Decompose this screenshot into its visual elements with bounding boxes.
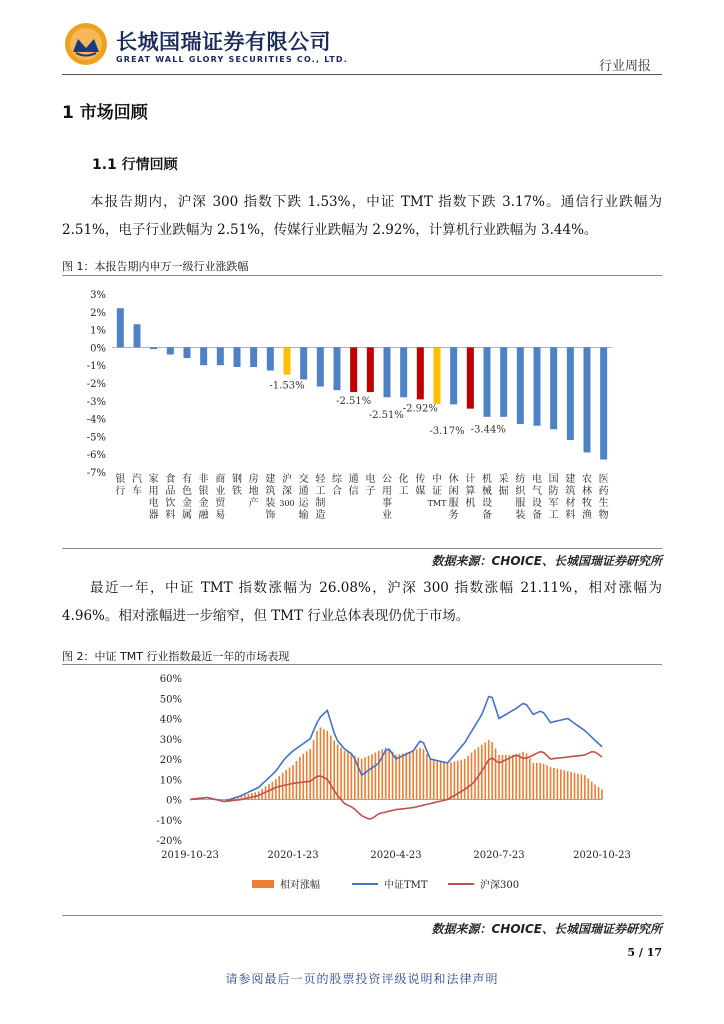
x-category-label: 国防军工 (548, 474, 559, 521)
y-tick-label: 50% (159, 694, 182, 706)
x-category-label: 建筑装饰 (265, 474, 276, 521)
industry-change-bar-chart (62, 280, 662, 545)
x-category-label: 化工 (398, 474, 409, 497)
relative-gain-bar (361, 759, 363, 800)
data-label: -2.92% (402, 403, 438, 415)
relative-gain-bar (278, 776, 280, 799)
relative-gain-bar (430, 759, 432, 800)
relative-gain-bar (464, 759, 466, 800)
relative-gain-bar (375, 753, 377, 800)
relative-gain-bar (598, 787, 600, 800)
bar-29 (600, 347, 607, 459)
relative-gain-bar (488, 740, 490, 800)
x-category-label: 中证 TMT (427, 474, 447, 508)
y-tick-label: -3% (86, 396, 106, 408)
bar-14 (350, 347, 357, 392)
y-tick-label: 3% (90, 290, 106, 301)
relative-gain-bar (337, 744, 339, 799)
y-tick-label: 40% (159, 714, 182, 726)
y-tick-label: 30% (159, 734, 182, 746)
relative-gain-bar (395, 755, 397, 800)
relative-gain-bar (591, 782, 593, 800)
y-tick-label: -20% (156, 836, 182, 847)
relative-gain-bar (450, 762, 452, 799)
x-category-label: 沪深 300 (279, 474, 295, 508)
relative-gain-bar (577, 774, 579, 800)
relative-gain-bar (519, 753, 521, 799)
relative-gain-bar (594, 785, 596, 800)
relative-gain-bar (478, 747, 480, 799)
relative-gain-bar (526, 753, 528, 799)
x-category-label: 纺织服装 (515, 474, 526, 521)
figure-1-title: 图 1：本报告期内申万一级行业涨跌幅 (62, 260, 249, 273)
bar-20 (450, 347, 457, 404)
relative-gain-bar (467, 756, 469, 800)
relative-gain-bar (412, 751, 414, 800)
relative-gain-bar (299, 757, 301, 800)
relative-gain-bar (550, 767, 552, 799)
x-category-label: 采掘 (498, 474, 509, 497)
y-tick-label: -7% (86, 468, 106, 479)
relative-gain-bar (581, 774, 583, 799)
bar-28 (584, 347, 591, 452)
x-tick-label: 2020-7-23 (473, 850, 525, 861)
x-category-label: 房地产 (248, 474, 259, 509)
company-name-cn: 长城国瑞证券有限公司 (116, 30, 331, 54)
y-tick-label: -10% (156, 815, 182, 827)
x-category-label: 综合 (332, 474, 342, 497)
bar-8 (250, 347, 257, 367)
relative-gain-bar (296, 761, 298, 799)
relative-gain-bar (515, 755, 517, 800)
relative-gain-bar (406, 753, 408, 800)
paragraph-annual-summary: 最近一年，中证 TMT 指数涨幅为 26.08%，沪深 300 指数涨幅 21.11%，相对涨幅为 4.96%。相对涨幅进一步缩窄，但 TMT 行业总体表现仍优于市场。 (62, 580, 662, 624)
bar-5 (200, 347, 207, 365)
relative-gain-bar (443, 762, 445, 799)
legend-label: 相对涨幅 (280, 880, 320, 891)
bar-17 (400, 347, 407, 397)
bar-18 (417, 347, 424, 399)
bar-2 (150, 347, 157, 349)
relative-gain-bar (557, 769, 559, 800)
relative-gain-bar (419, 748, 421, 800)
relative-gain-bar (574, 773, 576, 800)
x-category-label: 休闲服务 (448, 474, 459, 521)
x-category-label: 计算机 (465, 474, 476, 509)
tmt-index-line-chart (62, 668, 662, 900)
relative-gain-bar (539, 763, 541, 799)
relative-gain-bar (368, 756, 370, 800)
relative-gain-bar (536, 763, 538, 799)
relative-gain-bar (440, 761, 442, 799)
relative-gain-bar (275, 779, 277, 799)
y-tick-label: -6% (86, 450, 106, 462)
subsection-heading-market-trend: 1.1 行情回顾 (92, 157, 178, 173)
relative-gain-bar (309, 749, 311, 800)
y-tick-label: 10% (159, 775, 182, 787)
relative-gain-bar (327, 731, 329, 800)
bar-0 (117, 308, 124, 347)
bar-7 (234, 347, 241, 367)
relative-gain-bar (423, 749, 425, 799)
data-label: -2.51% (368, 410, 404, 422)
bar-24 (517, 347, 524, 424)
x-tick-label: 2019-10-23 (161, 850, 219, 861)
relative-gain-bar (306, 751, 308, 799)
relative-gain-bar (351, 754, 353, 799)
relative-gain-bar (546, 765, 548, 799)
x-category-label: 有色金属 (182, 474, 192, 521)
relative-gain-bar (601, 789, 603, 799)
relative-gain-bar (409, 752, 411, 800)
x-category-label: 传媒 (415, 474, 426, 497)
data-label: -3.17% (429, 425, 465, 437)
page-number: 5 / 17 (627, 946, 662, 959)
figure-2-bottom-rule (62, 915, 662, 916)
x-category-label: 食品饮料 (165, 474, 176, 521)
relative-gain-bar (323, 729, 325, 799)
y-tick-label: -4% (86, 414, 106, 426)
bar-13 (334, 347, 341, 390)
bar-3 (167, 347, 174, 354)
relative-gain-bar (587, 778, 589, 799)
bar-21 (467, 347, 474, 408)
relative-gain-bar (584, 775, 586, 799)
x-category-label: 公用事业 (382, 474, 392, 521)
relative-gain-bar (292, 765, 294, 799)
x-category-label: 银行 (115, 474, 126, 497)
bar-12 (317, 347, 324, 386)
data-label: -2.51% (336, 396, 372, 408)
relative-gain-bar (399, 754, 401, 799)
relative-gain-bar (454, 761, 456, 799)
bar-11 (300, 347, 307, 379)
figure-1-bottom-rule (62, 548, 662, 549)
relative-gain-bar (474, 750, 476, 800)
relative-gain-bar (303, 754, 305, 800)
y-tick-label: 20% (159, 755, 182, 766)
figure-2-top-rule (62, 664, 662, 665)
relative-gain-bar (340, 748, 342, 800)
x-tick-label: 2020-10-23 (573, 850, 631, 861)
bar-1 (134, 324, 141, 347)
relative-gain-bar (320, 727, 322, 799)
relative-gain-bar (347, 753, 349, 800)
x-category-label: 商业贸易 (215, 474, 226, 521)
bar-9 (267, 347, 274, 370)
relative-gain-bar (378, 751, 380, 800)
y-tick-label: 0% (166, 795, 182, 807)
relative-gain-bar (553, 768, 555, 800)
relative-gain-bar (316, 731, 318, 799)
x-category-label: 医药生物 (598, 474, 609, 521)
relative-gain-bar (533, 763, 535, 799)
bar-27 (567, 347, 574, 440)
relative-gain-bar (495, 748, 497, 799)
legend-label: 中证TMT (384, 880, 428, 891)
x-category-label: 钢铁 (232, 474, 242, 497)
relative-gain-bar (416, 749, 418, 799)
data-label: -1.53% (269, 380, 305, 392)
x-category-label: 非银金融 (198, 474, 209, 521)
bar-19 (434, 347, 441, 403)
y-tick-label: -5% (86, 432, 106, 444)
x-category-label: 家用电器 (148, 474, 159, 521)
relative-gain-bar (512, 755, 514, 800)
x-category-label: 建筑材料 (565, 474, 576, 521)
x-category-label: 交通运输 (298, 474, 309, 521)
relative-gain-bar (509, 755, 511, 800)
x-category-label: 汽车 (132, 474, 142, 497)
y-tick-label: 60% (159, 674, 182, 685)
x-category-label: 电子 (365, 474, 376, 497)
relative-gain-bar (543, 764, 545, 800)
y-tick-label: 2% (90, 307, 106, 319)
y-tick-label: 1% (90, 325, 106, 337)
paragraph-weekly-summary: 本报告期内，沪深 300 指数下跌 1.53%，中证 TMT 指数下跌 3.17%。通信行业跌幅为 2.51%，电子行业跌幅为 2.51%，传媒行业跌幅为 2.92%，计算机行业跌幅为 3.44%。 (62, 194, 662, 238)
relative-gain-bar (272, 782, 274, 800)
relative-gain-bar (392, 752, 394, 800)
relative-gain-bar (460, 760, 462, 800)
data-label: -3.44% (470, 424, 506, 436)
relative-gain-bar (563, 770, 565, 799)
bar-26 (550, 347, 557, 429)
legend-label: 沪深300 (480, 880, 520, 891)
bar-4 (184, 347, 191, 358)
relative-gain-bar (364, 757, 366, 799)
relative-gain-bar (491, 742, 493, 800)
relative-gain-bar (330, 736, 332, 800)
x-category-label: 电气设备 (532, 474, 542, 521)
header-divider (62, 74, 662, 75)
relative-gain-bar (385, 748, 387, 800)
relative-gain-bar (344, 751, 346, 800)
relative-gain-bar (436, 761, 438, 800)
bar-15 (367, 347, 374, 392)
figure-2-title: 图 2：中证 TMT 行业指数最近一年的市场表现 (62, 650, 290, 663)
x-category-label: 机械设备 (482, 474, 492, 521)
report-type: 行业周报 (599, 59, 652, 74)
y-tick-label: -2% (86, 379, 106, 390)
relative-gain-bar (529, 758, 531, 799)
relative-gain-bar (426, 754, 428, 799)
company-name-en: GREAT WALL GLORY SECURITIES CO., LTD. (116, 55, 348, 64)
section-heading-market-review: 1 市场回顾 (62, 103, 148, 123)
bar-6 (217, 347, 224, 365)
relative-gain-bar (484, 742, 486, 799)
x-tick-label: 2020-1-23 (267, 850, 319, 861)
bar-23 (500, 347, 507, 416)
figure-1-top-rule (62, 275, 662, 276)
figure-2-source: 数据来源：CHOICE、长城国瑞证券研究所 (431, 922, 662, 936)
x-tick-label: 2020-4-23 (370, 850, 422, 861)
relative-gain-bar (560, 770, 562, 800)
relative-gain-bar (388, 748, 390, 799)
relative-gain-bar (447, 763, 449, 799)
figure-1-source: 数据来源：CHOICE、长城国瑞证券研究所 (431, 554, 662, 568)
relative-gain-bar (567, 771, 569, 799)
relative-gain-bar (268, 784, 270, 799)
x-category-label: 农林牧渔 (582, 474, 592, 521)
x-category-label: 轻工制造 (315, 474, 326, 521)
bar-22 (484, 347, 491, 416)
relative-gain-bar (505, 755, 507, 800)
relative-gain-bar (570, 772, 572, 800)
legend-swatch-relative (252, 880, 274, 888)
bar-16 (384, 347, 391, 397)
company-logo-icon (64, 22, 108, 66)
bar-10 (284, 347, 291, 374)
relative-gain-bar (433, 760, 435, 800)
relative-gain-bar (371, 754, 373, 799)
bar-25 (534, 347, 541, 425)
relative-gain-bar (313, 740, 315, 800)
relative-gain-bar (471, 753, 473, 800)
y-tick-label: -1% (86, 361, 106, 373)
footer-disclaimer-note: 请参阅最后一页的股票投资评级说明和法律声明 (225, 972, 499, 986)
y-tick-label: 0% (90, 343, 106, 355)
relative-gain-bar (357, 757, 359, 799)
relative-gain-bar (402, 753, 404, 799)
x-category-label: 通信 (348, 474, 359, 497)
